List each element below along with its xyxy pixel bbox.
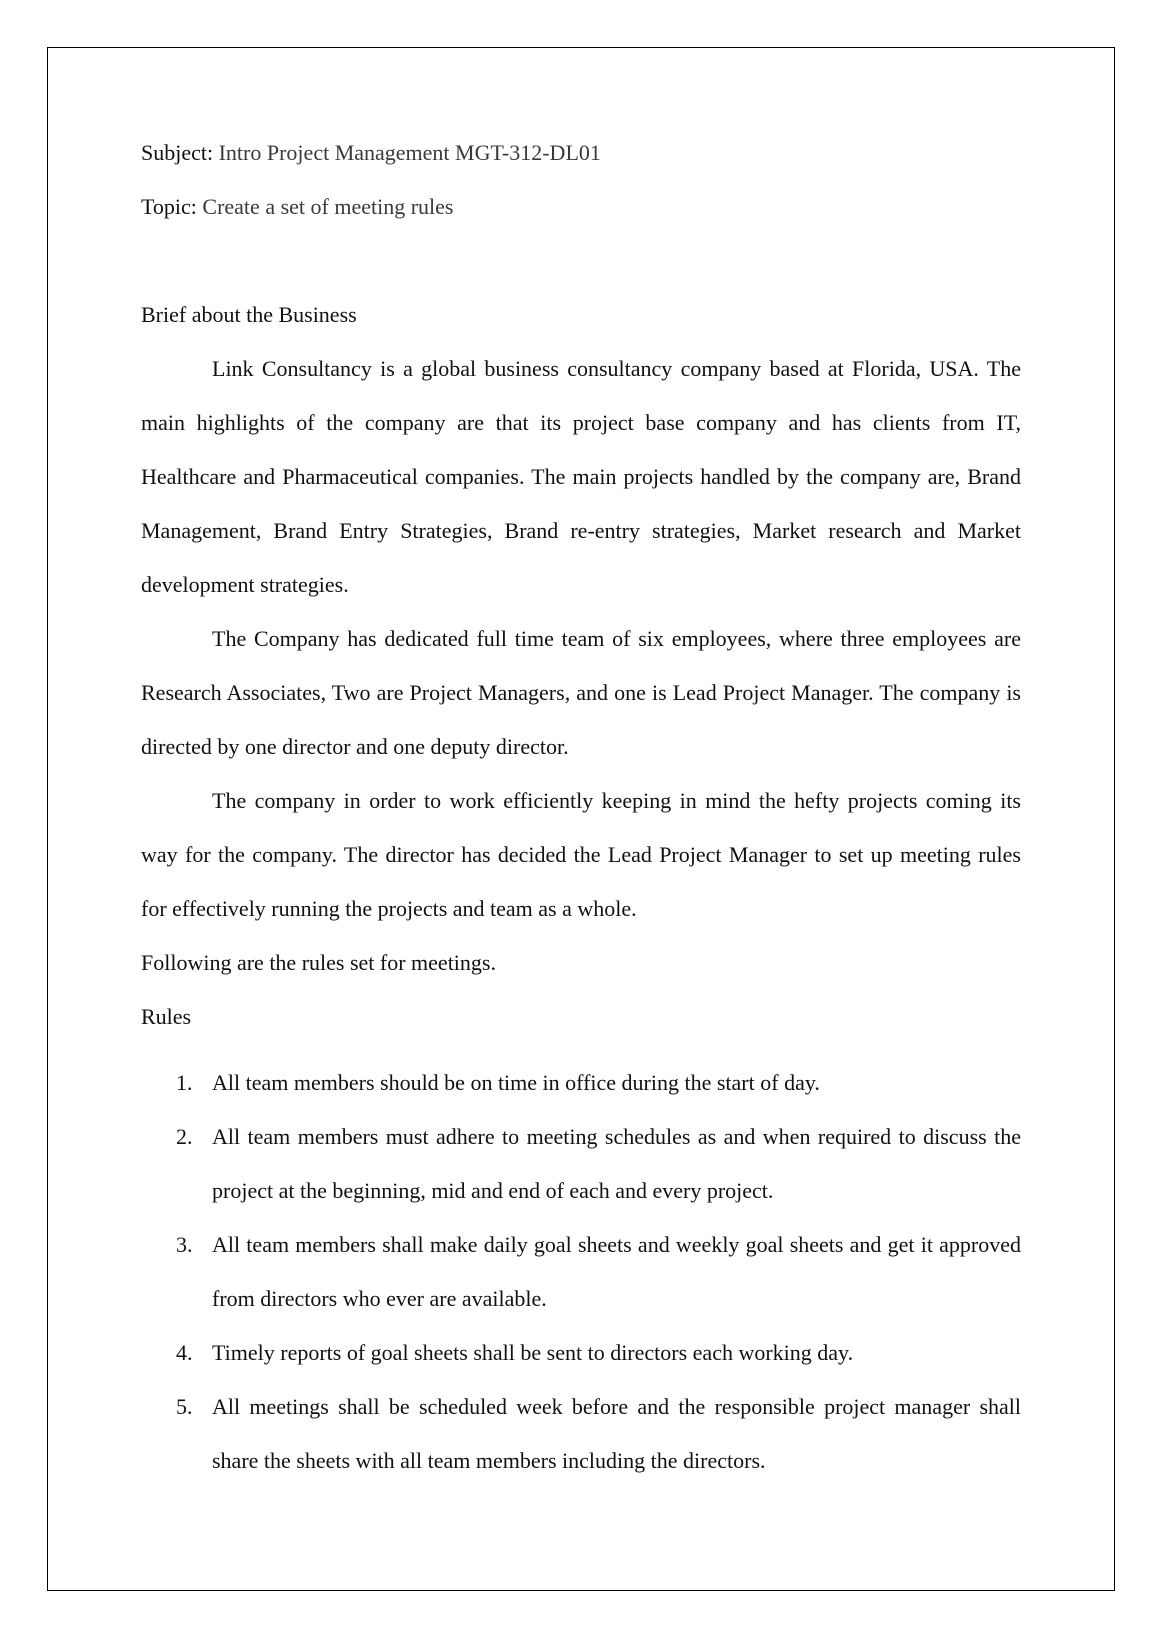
rule-text: All team members shall make daily goal sheets and weekly goal sheets and get it approved from directors who ever are available.: [212, 1232, 1021, 1311]
rule-item: [141, 1056, 1021, 1110]
rule-text: All team members should be on time in office during the start of day.: [212, 1070, 820, 1095]
rules-list: [141, 1056, 1021, 1488]
rule-item: [141, 1218, 1021, 1326]
subject-line: [141, 138, 1021, 192]
topic-label: Topic:: [141, 194, 197, 219]
topic-line: [141, 192, 1021, 246]
rule-text: All meetings shall be scheduled week before and the responsible project manager shall share the sheets with all team members including the directors.: [212, 1394, 1021, 1473]
rule-number: 5.: [176, 1394, 193, 1419]
document-body: [141, 138, 1021, 1500]
rules-heading: Rules: [141, 1004, 192, 1029]
rule-item: [141, 1380, 1021, 1488]
paragraph-team: The Company has dedicated full time team of six employees, where three employees are Research Associates, Two are Project Managers, and one is Lead Project Manager. The company is directed by one director and one deputy director.: [141, 626, 1021, 759]
paragraph-company-overview: Link Consultancy is a global business consultancy company based at Florida, USA. The main highlights of the company are that its project base company and has clients from IT, Healthcare and Pharmaceutical companies. The main projects handled by the company are, Brand Management, Brand Entry Strategies, Brand re-entry strategies, Market research and Market development strategies.: [141, 356, 1021, 597]
brief-heading: Brief about the Business: [141, 302, 357, 327]
topic-value: Create a set of meeting rules: [202, 194, 454, 219]
paragraph-director-decision: The company in order to work efficiently keeping in mind the hefty projects coming its way for the company. The director has decided the Lead Project Manager to set up meeting rules for effectively running the projects and team as a whole.: [141, 788, 1021, 921]
rule-number: 4.: [176, 1340, 193, 1365]
blank-line: [141, 246, 1021, 300]
rule-number: 3.: [176, 1232, 193, 1257]
subject-label: Subject:: [141, 140, 214, 165]
subject-value: Intro Project Management MGT-312-DL01: [218, 140, 601, 165]
rule-item: [141, 1110, 1021, 1218]
following-line: Following are the rules set for meetings.: [141, 950, 496, 975]
rule-text: Timely reports of goal sheets shall be sent to directors each working day.: [212, 1340, 854, 1365]
rule-item: [141, 1326, 1021, 1380]
rule-number: 2.: [176, 1124, 193, 1149]
rule-text: All team members must adhere to meeting schedules as and when required to discuss the project at the beginning, mid and end of each and every project.: [212, 1124, 1021, 1203]
rule-number: 1.: [176, 1070, 193, 1095]
